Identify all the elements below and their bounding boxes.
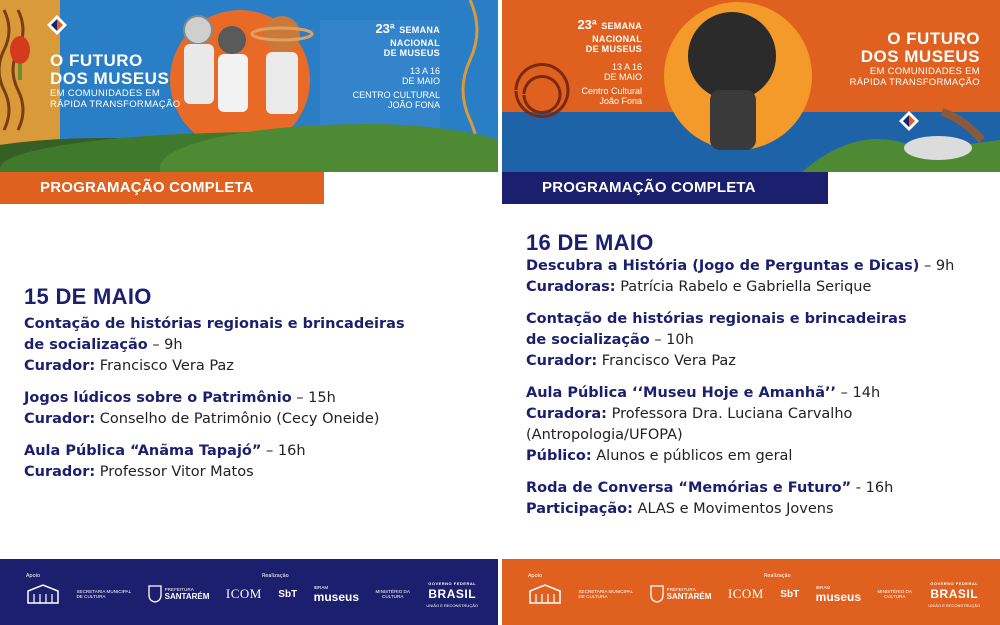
children-illustration	[170, 8, 320, 158]
day-heading: 15 DE MAIO	[24, 284, 152, 309]
banner-title: O FUTURO DOS MUSEUS EM COMUNIDADES EM RÁPIDA TRANSFORMAÇÃO	[50, 51, 181, 110]
brasao-icon	[148, 585, 162, 603]
event-banner	[502, 0, 1000, 172]
schedule-item: Aula Pública “Anãma Tapajó” – 16h Curador: Professor Vitor Matos	[24, 443, 306, 480]
ibram-museus-logo: IBRAM museus	[313, 584, 360, 604]
schedule-item: Roda de Conversa “Memórias e Futuro” - 16h Participação: ALAS e Movimentos Jovens	[526, 480, 894, 517]
sbt-logo: SbT	[780, 588, 800, 600]
centro-cultural-logo	[528, 583, 562, 605]
program-label: PROGRAMAÇÃO COMPLETA	[0, 172, 324, 204]
day-heading: 16 DE MAIO	[526, 230, 654, 255]
sbt-logo: SbT	[278, 588, 298, 600]
secretaria-logo: SECRETARIA MUNICIPAL DE CULTURA	[76, 589, 132, 599]
schedule	[24, 284, 488, 483]
icom-logo: ICOM	[727, 586, 764, 601]
centro-cultural-icon	[528, 583, 562, 605]
museus-logo-icon	[46, 14, 68, 36]
prefeitura-santarem-logo: PREFEITURA SANTARÉM	[148, 585, 210, 603]
sponsors-footer: Apoio Realização SECRETARIA MUNICIPAL DE CULTURA PREFEITURA SANTARÉM ICOM SbT IBRAM museus MINISTÉRIO DA CULTURA GOVERNO FEDERAL BRASIL UNIÃO E RECONSTRUÇÃO	[0, 559, 498, 625]
banner-title: O FUTURO DOS MUSEUS EM COMUNIDADES EM RÁPIDA TRANSFORMAÇÃO	[849, 29, 980, 88]
poster-16-maio	[502, 0, 1000, 625]
ibram-museus-logo: IBRAM museus	[815, 584, 862, 604]
event-banner	[0, 0, 498, 172]
prefeitura-santarem-logo: PREFEITURA SANTARÉM	[650, 585, 712, 603]
centro-cultural-logo	[26, 583, 60, 605]
program-label: PROGRAMAÇÃO COMPLETA	[502, 172, 828, 204]
centro-cultural-icon	[26, 583, 60, 605]
ministerio-cultura-logo: MINISTÉRIO DA CULTURA	[375, 589, 410, 599]
brasao-icon	[650, 585, 664, 603]
schedule-item: Aula Pública ‘‘Museu Hoje e Amanhã’’ – 14h Curadora: Professora Dra. Luciana Carvalho (Antropologia/UFOPA) Público: Alunos e públicos em geral	[526, 385, 881, 464]
governo-federal-logo: GOVERNO FEDERAL BRASIL UNIÃO E RECONSTRUÇÃO	[928, 580, 980, 608]
schedule	[526, 230, 990, 520]
schedule-item: Descubra a História (Jogo de Perguntas e Dicas) – 9h Curadoras: Patrícia Rabelo e Gabriella Serique	[526, 258, 955, 295]
ministerio-cultura-logo: MINISTÉRIO DA CULTURA	[877, 589, 912, 599]
poster-15-maio	[0, 0, 498, 625]
schedule-item: Contação de histórias regionais e brincadeiras de socialização – 9h Curador: Francisco Vera Paz	[24, 316, 405, 374]
secretaria-logo: SECRETARIA MUNICIPAL DE CULTURA	[578, 589, 634, 599]
museus-logo-icon	[898, 110, 920, 132]
governo-federal-logo: GOVERNO FEDERAL BRASIL UNIÃO E RECONSTRUÇÃO	[426, 580, 478, 608]
event-info: 23ª SEMANA NACIONAL DE MUSEUS 13 A 16 DE MAIO CENTRO CULTURAL JOÃO FONA	[352, 21, 440, 110]
icom-logo: ICOM	[225, 586, 262, 601]
event-info: 23ª SEMANA NACIONAL DE MUSEUS 13 A 16 DE MAIO Centro Cultural João Fona	[577, 17, 642, 106]
schedule-item: Contação de histórias regionais e brincadeiras de socialização – 10h Curador: Francisco Vera Paz	[526, 311, 907, 369]
sponsors-footer: Apoio Realização SECRETARIA MUNICIPAL DE CULTURA PREFEITURA SANTARÉM ICOM SbT IBRAM museus MINISTÉRIO DA CULTURA GOVERNO FEDERAL BRASIL UNIÃO E RECONSTRUÇÃO	[502, 559, 1000, 625]
schedule-item: Jogos lúdicos sobre o Patrimônio – 15h Curador: Conselho de Patrimônio (Cecy Oneide)	[24, 390, 380, 427]
